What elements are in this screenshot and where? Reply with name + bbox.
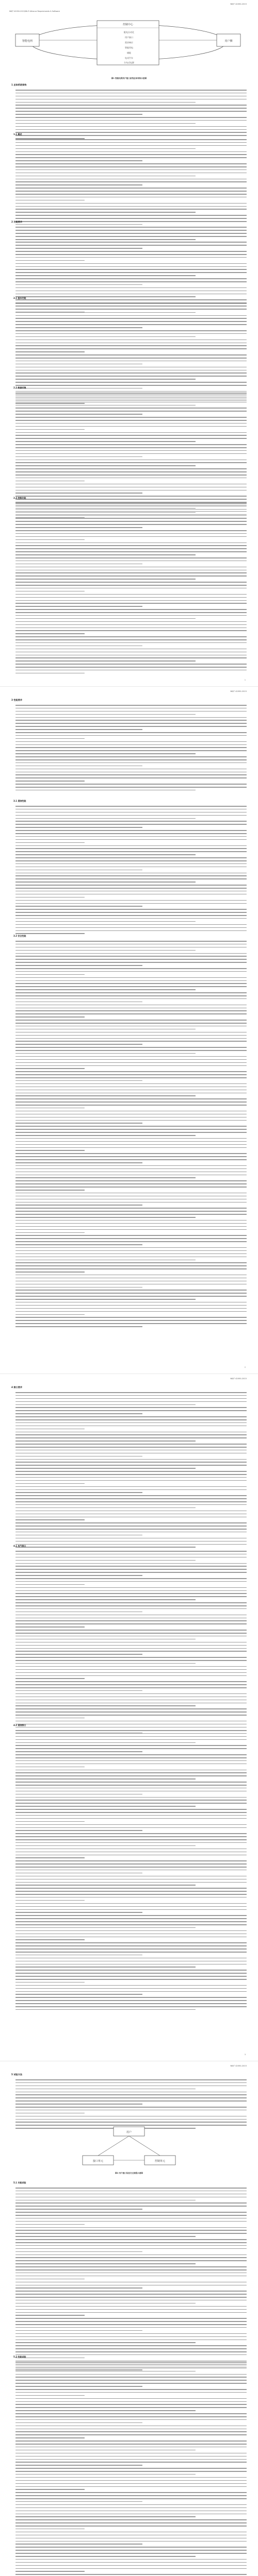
page-2 — [0, 687, 258, 1372]
page-separator — [0, 686, 258, 687]
subsection-heading: 3.1 通信性能 — [13, 800, 26, 802]
page-number: 1 — [244, 679, 246, 681]
diagram-item-3: 需求响应 — [125, 41, 133, 44]
diagram-item-5: 储能 — [127, 52, 131, 54]
page-number: 2 — [244, 1366, 246, 1368]
subsection-heading: 2.1 基本功能 — [13, 297, 26, 299]
paragraph — [15, 2188, 247, 2372]
section-heading: 2 功能要求 — [11, 221, 23, 223]
document-id: NB/T 42050-2015/Wi-Fi Alliance Requirements & Software — [9, 10, 60, 12]
diagram-item-6: 电动汽车 — [125, 57, 133, 59]
figure-caption: 图1 智能电网用户接口系统总体架构示意图 — [111, 77, 147, 79]
paragraph — [15, 303, 247, 406]
page-4 — [0, 2062, 258, 2576]
diagram-box-grid: 智能电网 — [22, 40, 33, 43]
interaction-flow-diagram — [77, 2124, 181, 2170]
paragraph — [15, 2362, 247, 2576]
paragraph — [15, 90, 247, 141]
page-header: NB/T 42050-2015 — [230, 2065, 247, 2067]
page-header: NB/T 42050-2015 — [230, 1378, 247, 1380]
flow-box-user: 用户 — [126, 2131, 132, 2134]
subsection-heading: 2.2 数据采集 — [13, 386, 26, 389]
subsection-heading: 1.1 概述 — [13, 133, 22, 135]
subsection-heading: 4.1 电气接口 — [13, 1545, 26, 1547]
paragraph — [15, 227, 247, 315]
subsection-heading: 2.3 控制功能 — [13, 497, 26, 499]
architecture-diagram — [9, 18, 247, 74]
diagram-box-control: 控制中心 — [122, 23, 134, 26]
subsection-heading: 5.2 性能试验 — [13, 2355, 26, 2358]
section-heading: 5 试验方法 — [11, 2073, 23, 2076]
section-heading: 1 总体系统架构 — [11, 83, 27, 86]
paragraph — [15, 393, 247, 520]
section-heading: 4 接口要求 — [11, 1386, 23, 1388]
page-number: 3 — [244, 2054, 246, 2056]
flow-box-control: 控制单元 — [154, 2160, 166, 2163]
diagram-item-4: 智能用电 — [125, 46, 133, 49]
subsection-heading: 5.1 功能试验 — [13, 2181, 26, 2184]
paragraph — [15, 705, 247, 793]
page-1 — [0, 0, 258, 685]
diagram-box-user: 用户侧 — [224, 40, 233, 43]
section-heading: 3 性能要求 — [11, 699, 23, 701]
paragraph — [15, 941, 247, 1329]
subsection-heading: 4.2 通信接口 — [13, 1724, 26, 1726]
figure-caption: 图2 用户接口信息交互流程示意图 — [115, 2172, 143, 2174]
flow-box-interface: 接口单元 — [92, 2160, 104, 2163]
page-header: NB/T 42050-2015 — [230, 3, 247, 5]
diagram-item-2: 用户接口 — [125, 36, 133, 39]
paragraph — [15, 1730, 247, 2012]
page-header: NB/T 42050-2015 — [230, 690, 247, 692]
subsection-heading: 3.2 安全性能 — [13, 935, 26, 937]
paragraph — [15, 503, 247, 676]
diagram-item-1: 配电自动化 — [124, 31, 134, 33]
diagram-item-7: 分布式电源 — [124, 61, 134, 64]
paragraph — [15, 1392, 247, 1550]
paragraph — [15, 806, 247, 936]
paragraph — [15, 1551, 247, 1736]
page-3 — [0, 1375, 258, 2060]
